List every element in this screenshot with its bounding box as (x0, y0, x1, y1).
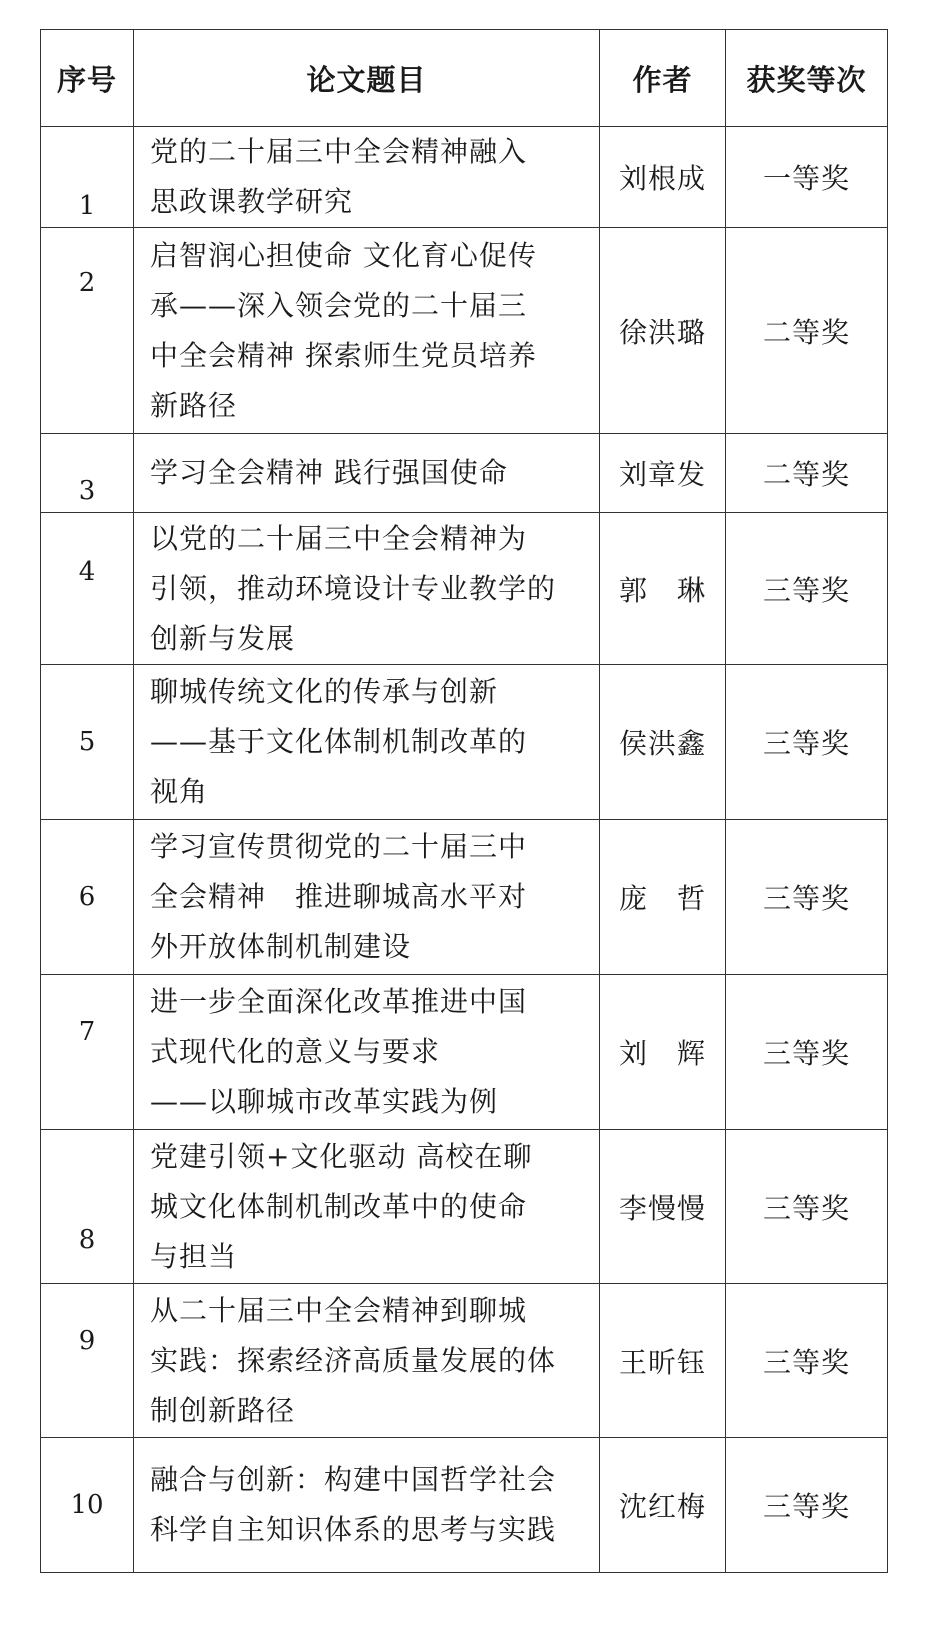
row-number: 9 (41, 1284, 134, 1438)
paper-title-line: 承——深入领会党的二十届三 (150, 288, 528, 322)
table-row (41, 228, 888, 434)
paper-title-line: 从二十届三中全会精神到聊城 (150, 1293, 528, 1327)
award-level: 三等奖 (726, 820, 888, 975)
row-number: 10 (41, 1438, 134, 1573)
table-row (41, 1130, 888, 1284)
table-body (41, 127, 888, 1573)
header-author: 作者 (600, 30, 726, 127)
author-name: 侯洪鑫 (600, 665, 726, 820)
award-level: 二等奖 (726, 228, 888, 434)
paper-title-line: 与担当 (150, 1239, 238, 1273)
header-no: 序号 (41, 30, 134, 127)
paper-title (134, 434, 600, 513)
paper-title (134, 820, 600, 975)
paper-title-line: 引领，推动环境设计专业教学的 (150, 571, 557, 605)
row-number: 3 (41, 434, 134, 513)
paper-title-line: 启智润心担使命 文化育心促传 (150, 238, 537, 272)
paper-title-line: 聊城传统文化的传承与创新 (150, 675, 499, 708)
award-level: 三等奖 (726, 1438, 888, 1573)
table-row (41, 127, 888, 228)
row-number: 5 (41, 665, 134, 820)
paper-title-line: 式现代化的意义与要求 (150, 1035, 441, 1068)
paper-title (134, 1284, 600, 1438)
row-number: 4 (41, 513, 134, 665)
table-row (41, 1438, 888, 1573)
award-level: 三等奖 (726, 975, 888, 1130)
paper-title-line: 思政课教学研究 (150, 185, 354, 218)
paper-title-line: 学习宣传贯彻党的二十届三中 (150, 830, 528, 863)
award-level: 三等奖 (726, 1130, 888, 1284)
author-name: 刘章发 (600, 434, 726, 513)
paper-title-line: 以党的二十届三中全会精神为 (150, 521, 528, 555)
paper-title-line: ——以聊城市改革实践为例 (150, 1085, 499, 1118)
paper-title-line: 新路径 (150, 388, 238, 422)
paper-title (134, 228, 600, 434)
paper-title-line: 中全会精神 探索师生党员培养 (150, 338, 537, 372)
paper-title-line: ——基于文化体制机制改革的 (150, 725, 528, 758)
header-title: 论文题目 (134, 30, 600, 127)
paper-title-line: 学习全会精神 践行强国使命 (150, 456, 508, 489)
paper-title-line: 科学自主知识体系的思考与实践 (150, 1513, 557, 1546)
author-name: 王昕钰 (600, 1284, 726, 1438)
row-number: 8 (41, 1130, 134, 1284)
paper-title-line: 外开放体制机制建设 (150, 930, 412, 963)
award-table (40, 29, 888, 1573)
author-name: 郭 琳 (600, 513, 726, 665)
row-number: 2 (41, 228, 134, 434)
paper-title-line: 全会精神 推进聊城高水平对 (150, 880, 528, 913)
table-row (41, 975, 888, 1130)
author-name: 沈红梅 (600, 1438, 726, 1573)
award-level: 一等奖 (726, 127, 888, 228)
award-level: 三等奖 (726, 513, 888, 665)
header-row (41, 30, 888, 127)
table-row (41, 513, 888, 665)
award-level: 二等奖 (726, 434, 888, 513)
paper-title-line: 党的二十届三中全会精神融入 (150, 135, 528, 168)
award-level: 三等奖 (726, 665, 888, 820)
author-name: 刘根成 (600, 127, 726, 228)
paper-title (134, 975, 600, 1130)
row-number: 1 (41, 127, 134, 228)
paper-title-line: 实践：探索经济高质量发展的体 (150, 1343, 557, 1377)
author-name: 庞 哲 (600, 820, 726, 975)
paper-title (134, 1130, 600, 1284)
table-row (41, 1284, 888, 1438)
author-name: 李慢慢 (600, 1130, 726, 1284)
table-row (41, 820, 888, 975)
paper-title-line: 融合与创新：构建中国哲学社会 (150, 1463, 557, 1496)
paper-title (134, 127, 600, 228)
award-level: 三等奖 (726, 1284, 888, 1438)
table-row (41, 434, 888, 513)
paper-title (134, 665, 600, 820)
row-number: 6 (41, 820, 134, 975)
row-number: 7 (41, 975, 134, 1130)
paper-title-line: 城文化体制机制改革中的使命 (150, 1189, 528, 1223)
author-name: 徐洪璐 (600, 228, 726, 434)
table-row (41, 665, 888, 820)
header-award: 获奖等次 (726, 30, 888, 127)
paper-title-line: 视角 (150, 775, 209, 808)
author-name: 刘 辉 (600, 975, 726, 1130)
paper-title (134, 513, 600, 665)
paper-title-line: 党建引领+文化驱动 高校在聊 (150, 1139, 533, 1173)
paper-title-line: 创新与发展 (150, 621, 296, 655)
paper-title-line: 制创新路径 (150, 1393, 296, 1427)
paper-title-line: 进一步全面深化改革推进中国 (150, 985, 528, 1018)
paper-title (134, 1438, 600, 1573)
